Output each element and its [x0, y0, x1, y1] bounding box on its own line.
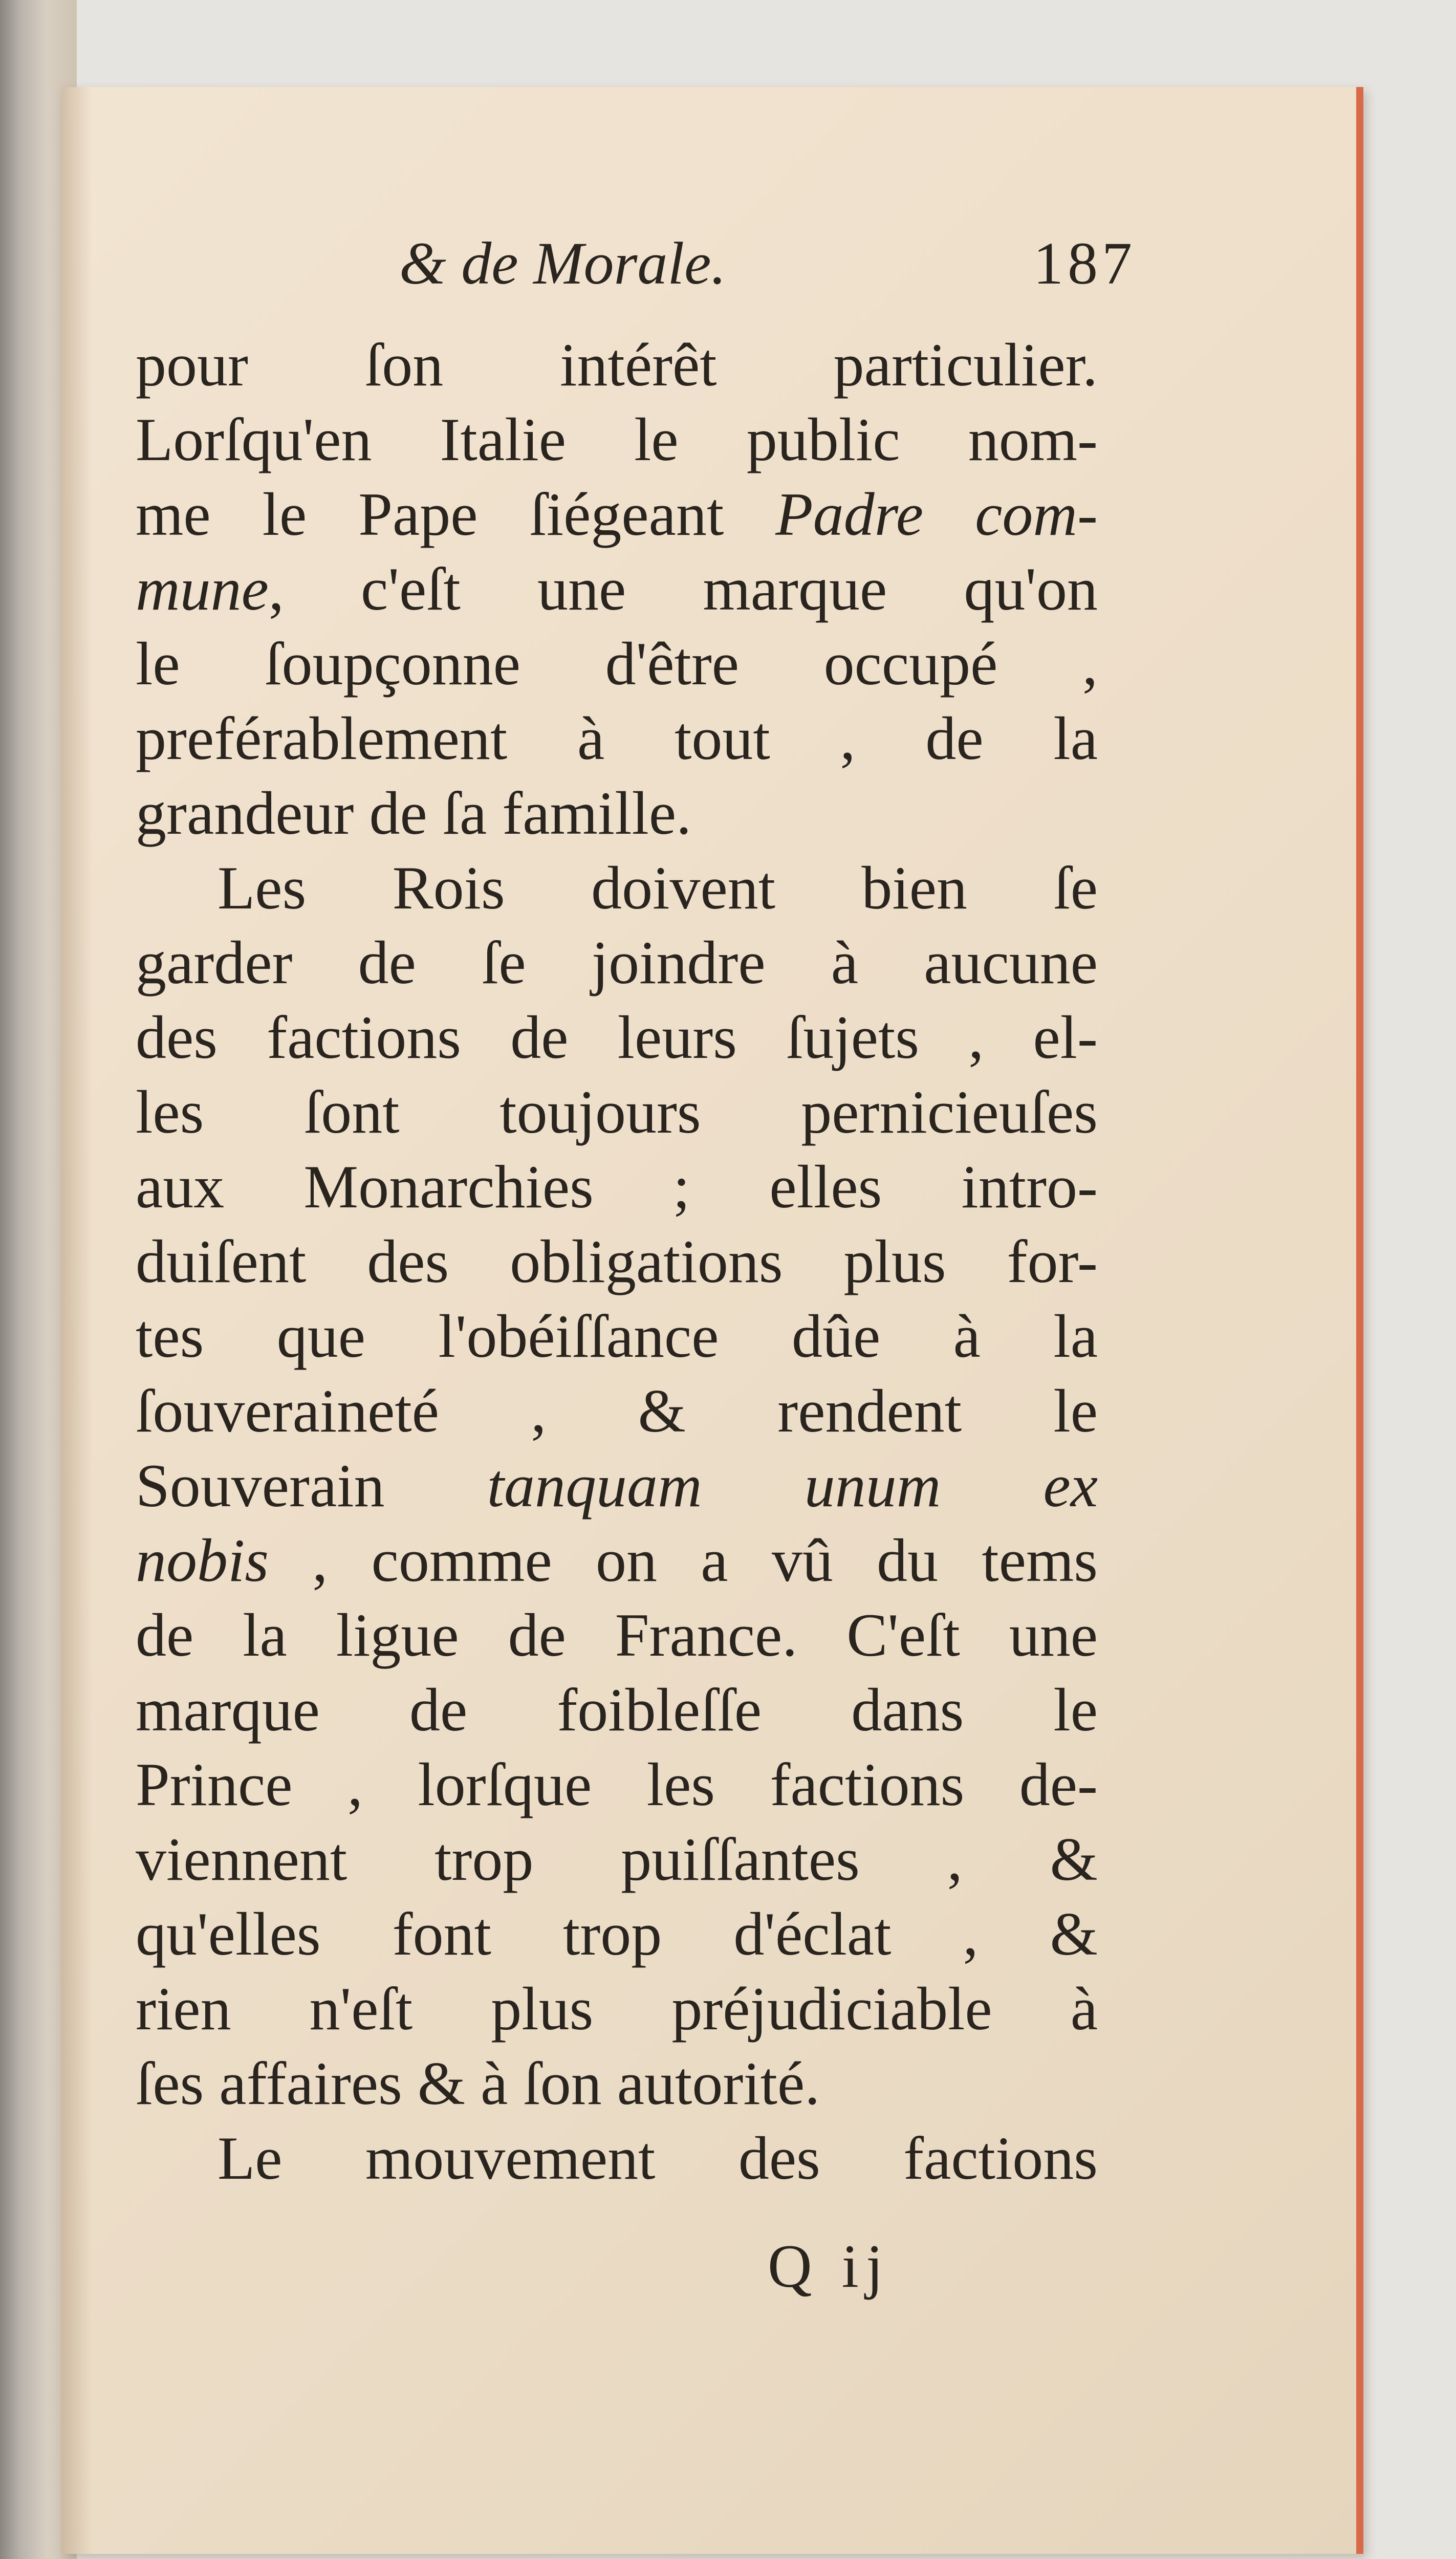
text-line: ſes affaires & à ſon autorité.: [136, 2049, 820, 2117]
text-line: preférablement à tout , de la: [136, 704, 1098, 772]
book-page: [61, 87, 1363, 2554]
text-line: Prince , lorſque les factions de-: [136, 1750, 1098, 1818]
page-number: 187: [1033, 230, 1136, 297]
paragraph-start-line: Les Rois doivent bien ſe: [218, 854, 1098, 922]
text-line: Lorſqu'en Italie le public nom-: [136, 405, 1098, 473]
text-line: pour ſon intérêt particulier.: [136, 331, 1098, 399]
catchword-line: Le mouvement des factions: [218, 2124, 1098, 2192]
text-segment: me le Pape ſiégeant: [136, 480, 776, 548]
text-line: aux Monarchies ; elles intro-: [136, 1153, 1098, 1221]
text-line: le ſoupçonne d'être occupé ,: [136, 630, 1098, 698]
text-line: de la ligue de France. C'eſt une: [136, 1601, 1098, 1669]
italic-phrase: tanquam unum ex: [487, 1451, 1098, 1520]
text-line: [136, 552, 1098, 626]
text-line: grandeur de ſa famille.: [136, 779, 692, 847]
text-line: les ſont toujours pernicieuſes: [136, 1078, 1098, 1146]
running-header: [338, 225, 1136, 302]
text-line: des factions de leurs ſujets , el-: [136, 1003, 1098, 1071]
text-segment: Souverain: [136, 1451, 487, 1520]
italic-phrase: nobis: [136, 1526, 269, 1594]
signature-mark: Q ij: [768, 2232, 890, 2300]
text-line: tes que l'obéiſſance dûe à la: [136, 1302, 1098, 1370]
italic-phrase: mune: [136, 555, 269, 623]
text-line: marque de foibleſſe dans le: [136, 1676, 1098, 1744]
text-segment: , comme on a vû du tems: [269, 1526, 1098, 1594]
body-text: [136, 328, 1098, 2196]
text-line: [136, 477, 1098, 552]
text-line: duiſent des obligations plus for-: [136, 1227, 1098, 1295]
italic-phrase: Padre com-: [775, 480, 1098, 548]
text-line: viennent trop puiſſantes , &: [136, 1825, 1098, 1893]
text-segment: , c'eſt une marque qu'on: [268, 555, 1098, 623]
text-line: [136, 1448, 1098, 1523]
text-line: garder de ſe joindre à aucune: [136, 928, 1098, 996]
running-title: & de Morale.: [399, 230, 727, 297]
text-line: [136, 1523, 1098, 1598]
text-line: qu'elles font trop d'éclat , &: [136, 1900, 1098, 1968]
text-line: rien n'eſt plus préjudiciable à: [136, 1975, 1098, 2043]
text-line: ſouveraineté , & rendent le: [136, 1377, 1098, 1445]
